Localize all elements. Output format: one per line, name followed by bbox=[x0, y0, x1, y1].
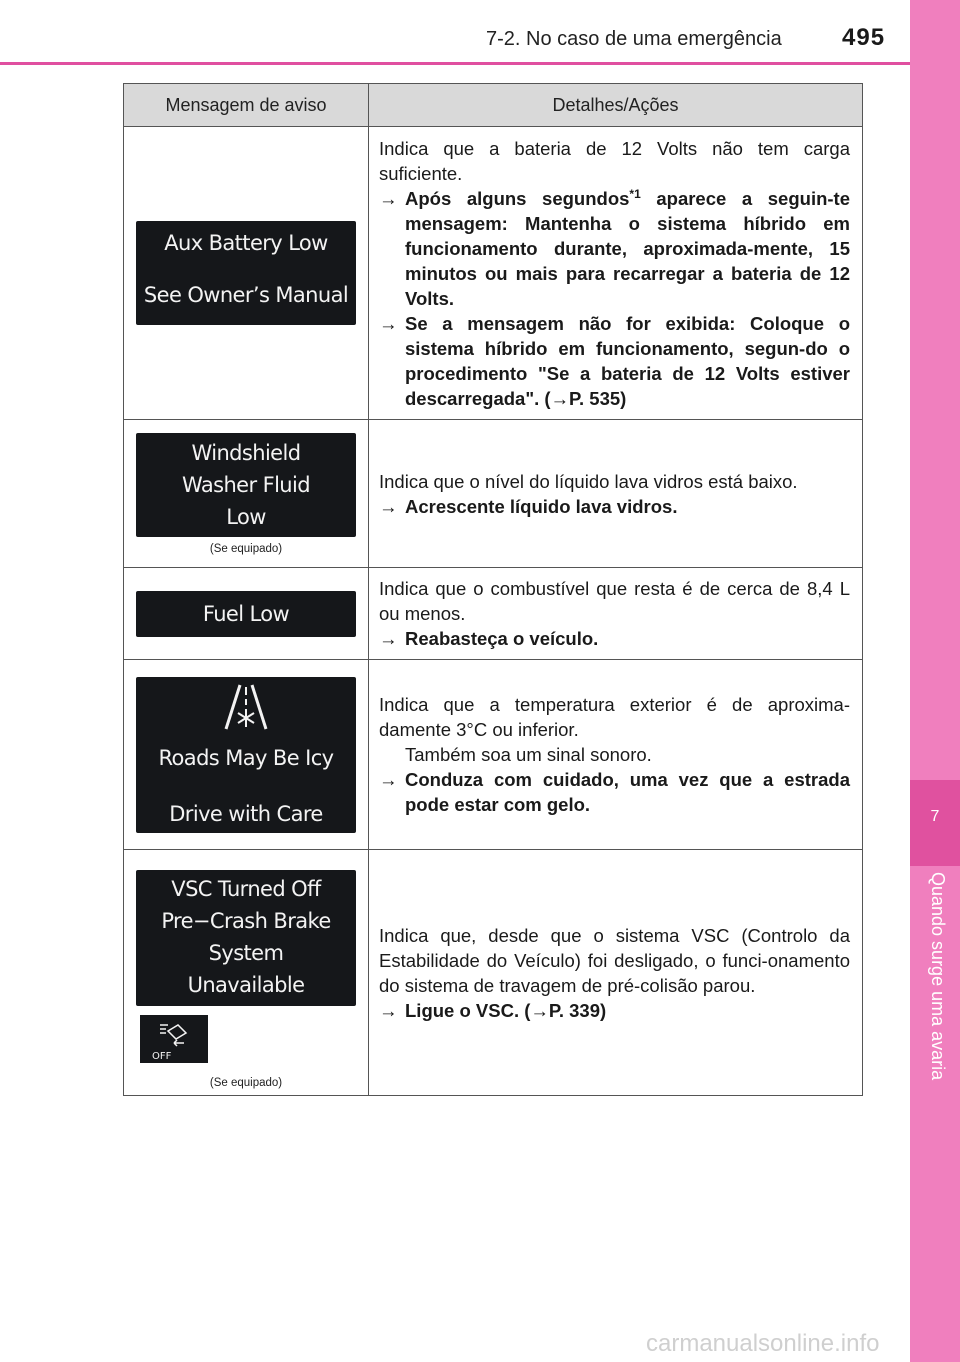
action-item: → Após alguns segundos$^{*1}$ aparece a seguin-te mensagem: Mantenha o sistema híbrido em funcionamento durante, aproximada-mente, 15 minutos ou mais para recarregar a bateria de 12 Volts. bbox=[379, 186, 850, 309]
warning-message-table bbox=[123, 83, 863, 1096]
description-text: Indica que o combustível que resta é de cerca de 8,4 L ou menos. bbox=[379, 578, 850, 624]
table-row bbox=[124, 660, 863, 850]
message-image-cell bbox=[124, 420, 369, 568]
table-row bbox=[124, 420, 863, 568]
details-cell bbox=[369, 660, 863, 850]
icy-roads-display: Roads May Be Icy Drive with Care bbox=[136, 677, 356, 833]
table-row bbox=[124, 850, 863, 1096]
details-cell bbox=[369, 420, 863, 568]
arrow-icon: → bbox=[530, 999, 549, 1021]
table-row bbox=[124, 127, 863, 420]
message-image-cell bbox=[124, 568, 369, 660]
description-text: Indica que, desde que o sistema VSC (Controlo da Estabilidade do Veículo) foi desligado, o funci-onamento do sistema de travagem de pré-colisão parou. bbox=[379, 924, 850, 996]
table-row bbox=[124, 568, 863, 660]
action-item: → Acrescente líquido lava vidros. bbox=[379, 495, 678, 517]
washer-fluid-low-display: Windshield Washer Fluid Low bbox=[136, 433, 356, 537]
equipped-note: (Se equipado) bbox=[209, 1077, 283, 1089]
svg-text:OFF: OFF bbox=[152, 1051, 172, 1062]
arrow-icon: → bbox=[379, 999, 398, 1021]
chapter-side-tab bbox=[910, 0, 960, 1362]
arrow-icon: → bbox=[379, 769, 398, 790]
message-image-cell bbox=[124, 850, 369, 1096]
chapter-label: Quando surge uma avaria bbox=[928, 872, 948, 1081]
note-text: Também soa um sinal sonoro. bbox=[405, 744, 652, 765]
section-title: 7-2. No caso de uma emergência bbox=[486, 28, 782, 50]
details-cell bbox=[369, 127, 863, 420]
message-image-cell bbox=[124, 660, 369, 850]
aux-battery-low-display: Aux Battery Low See Owner’s Manual bbox=[136, 221, 356, 325]
description-text: Indica que o nível do líquido lava vidros está baixo. bbox=[379, 470, 798, 492]
description-text: Indica que a temperatura exterior é de aproxima-damente 3°C ou inferior. bbox=[379, 694, 850, 740]
header-rule bbox=[0, 62, 910, 65]
details-cell bbox=[369, 568, 863, 660]
watermark: carmanualsonline.info bbox=[646, 1330, 880, 1357]
action-item: → Reabasteça o veículo. bbox=[379, 628, 599, 649]
description-text: Indica que a bateria de 12 Volts não tem carga suficiente. bbox=[379, 137, 850, 184]
page-number: 495 bbox=[842, 24, 886, 51]
action-item: → Se a mensagem não for exibida: Coloque o sistema híbrido em funcionamento, segun-do o procedimento "Se a bateria de 12 Volts estiver descarregada". (→P. 535) bbox=[379, 312, 850, 409]
action-item: → Ligue o VSC. (→P. 339) bbox=[379, 999, 607, 1021]
fuel-low-display: Fuel Low bbox=[136, 591, 356, 637]
arrow-icon: → bbox=[379, 628, 398, 649]
arrow-icon: → bbox=[379, 312, 398, 334]
chapter-number: 7 bbox=[930, 808, 940, 825]
message-image-cell bbox=[124, 127, 369, 420]
icy-road-icon bbox=[216, 681, 276, 733]
column-header-message: Mensagem de aviso bbox=[124, 84, 369, 127]
equipped-note: (Se equipado) bbox=[209, 542, 283, 555]
vsc-off-display: VSC Turned Off Pre−Crash Brake System Unavailable bbox=[136, 870, 356, 1006]
action-item: → Conduza com cuidado, uma vez que a estrada pode estar com gelo. bbox=[379, 769, 850, 815]
arrow-icon: → bbox=[550, 387, 570, 409]
pre-crash-off-icon bbox=[140, 1015, 208, 1063]
details-cell bbox=[369, 850, 863, 1096]
column-header-details: Detalhes/Ações bbox=[369, 84, 863, 127]
arrow-icon: → bbox=[379, 495, 398, 517]
arrow-icon: → bbox=[379, 187, 398, 209]
